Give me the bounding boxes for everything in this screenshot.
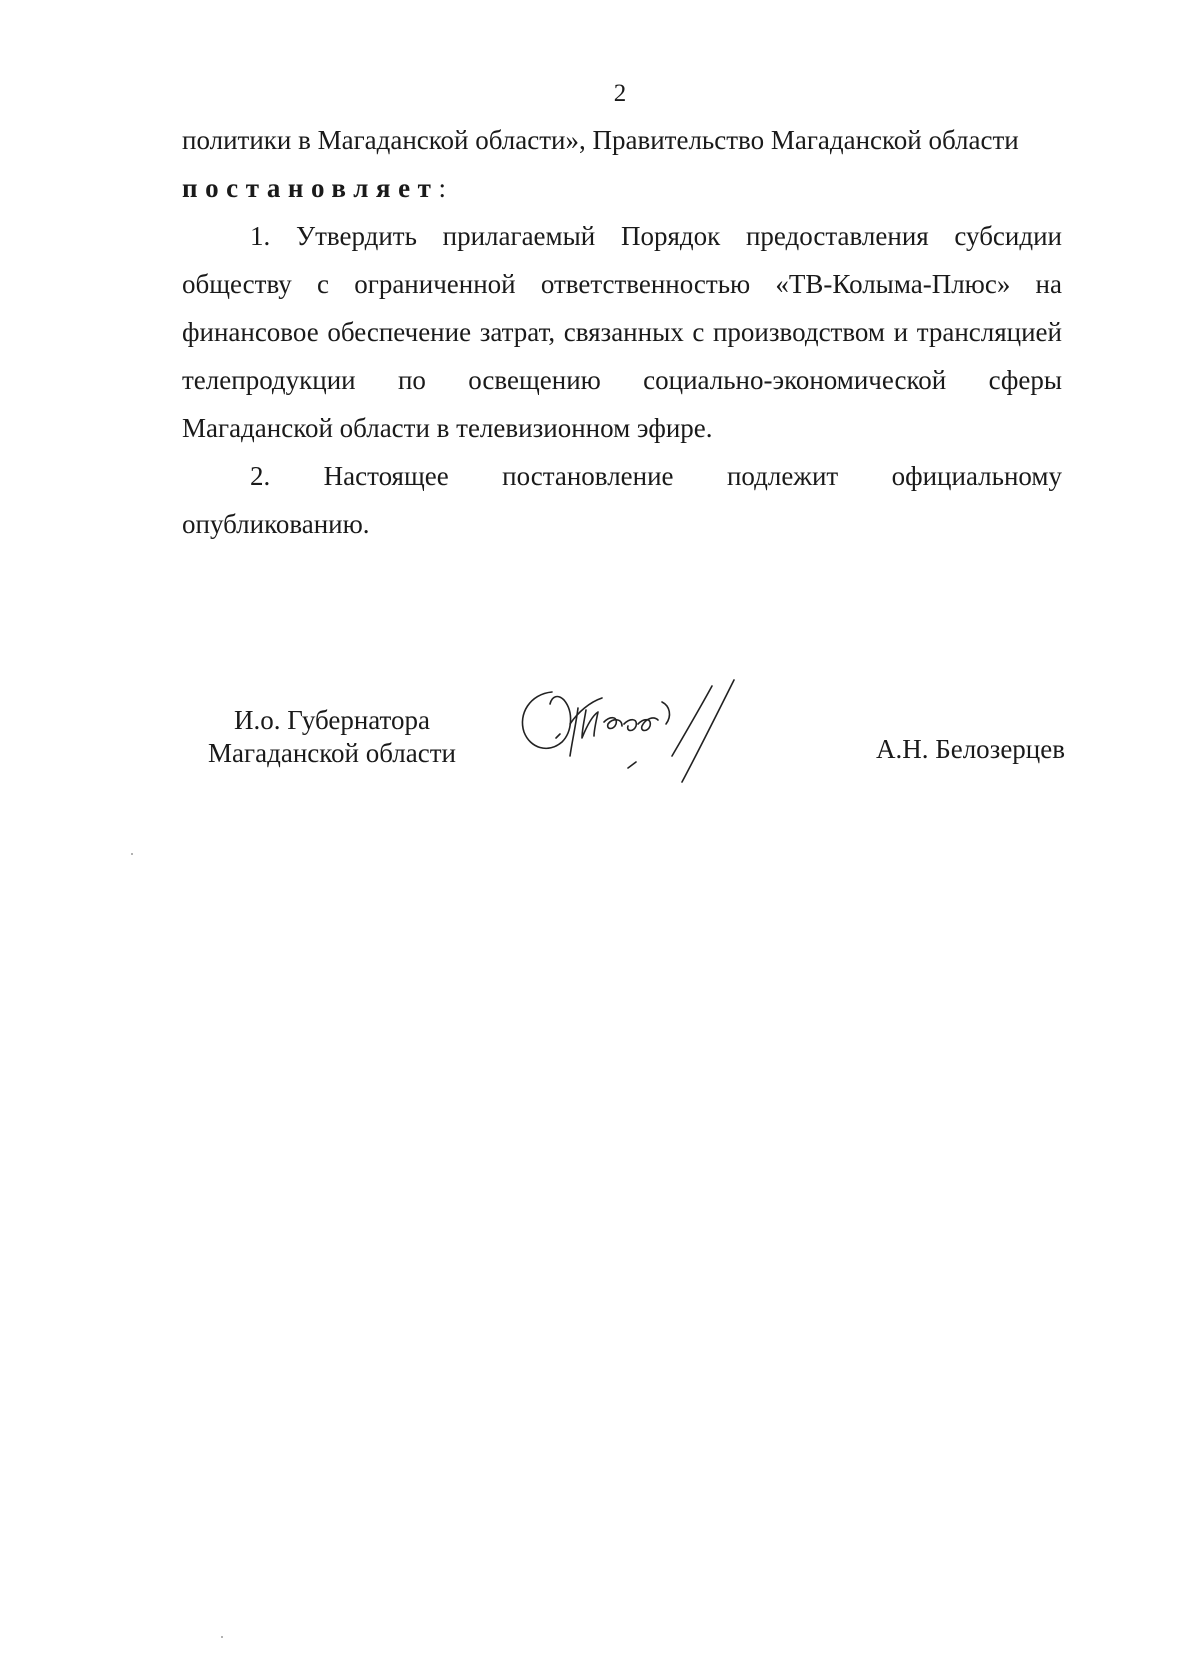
signatory-position-line-2: Магаданской области	[208, 738, 456, 768]
decree-colon: :	[438, 173, 446, 203]
intro-lead-text: политики в Магаданской области», Правительство Магаданской области	[182, 125, 1019, 155]
scan-speck	[131, 853, 133, 855]
signatory-name: А.Н. Белозерцев	[875, 734, 1065, 764]
signatory-position-line-1: И.о. Губернатора	[233, 705, 430, 735]
decree-item-2: 2. Настоящее постановление подлежит официальному опубликованию.	[182, 461, 1062, 539]
scan-speck	[221, 1636, 223, 1638]
decree-item-1: 1. Утвердить прилагаемый Порядок предоставления субсидии обществу с ограниченной ответственностью «ТВ-Колыма-Плюс» на финансовое обеспечение затрат, связанных с производством и трансляцией телепродукции по освещению социально-экономической сферы Магаданской области в телевизионном эфире.	[182, 221, 1062, 443]
intro-paragraph	[182, 116, 1062, 212]
page-number: 2	[613, 80, 627, 107]
document-body	[182, 116, 1062, 548]
decree-verb: постановляет	[182, 173, 439, 203]
signatory-position	[182, 704, 482, 770]
handwritten-signature	[512, 672, 752, 812]
